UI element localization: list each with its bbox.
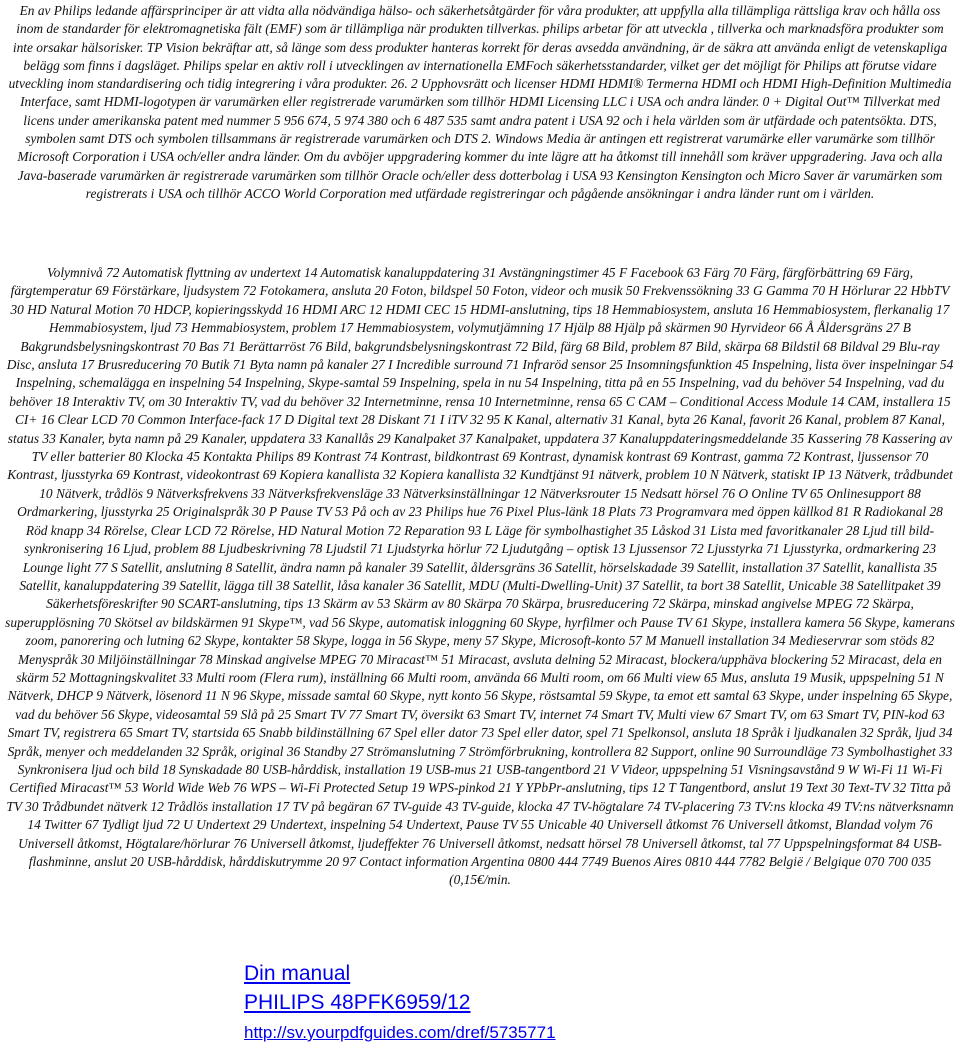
manual-links bbox=[244, 960, 556, 1048]
manual-link[interactable]: Din manual bbox=[244, 962, 351, 985]
index-paragraph: Volymnivå 72 Automatisk flyttning av undertext 14 Automatisk kanaluppdatering 31 Avstängningstimer 45 F Facebook 63 Färg 70 Färg, färgförbättring 69 Färg, färgtemperatur 69 Förstärkare, ljudsystem 72 Fotokamera, ansluta 20 Foton, bildspel 50 Foton, videor och musik 50 Frekvenssökning 33 G Gamma 70 H Hörlurar 22 HbbTV 30 HD Natural Motion 70 HDCP, kopieringsskydd 16 HDMI ARC 12 HDMI CEC 15 HDMI-anslutning, tips 18 Hemmabiosystem, ansluta 16 Hemmabiosystem, flerkanalig 17 Hemmabiosystem, ljud 73 Hemmabiosystem, problem 17 Hemmabiosystem, volymutjämning 17 Hjälp 88 Hjälp på skärmen 90 Hyrvideor 66 Å Åldersgräns 27 B Bakgrundsbelysningskontrast 70 Bas 71 Berättarröst 76 Bild, bakgrundsbelysningskontrast 72 Bild, färg 68 Bild, problem 87 Bild, skärpa 68 Bildstil 68 Bildval 29 Blu-ray Disc, ansluta 17 Brusreducering 70 Butik 71 Byta namn på kanaler 27 I Incredible surround 71 Infraröd sensor 25 Insomningsfunktion 45 Inspelning, lista över inspelningar 54 Inspelning, schemalägga en inspelning 54 Inspelning, Skype-samtal 59 Inspelning, spela in nu 54 Inspelning, titta på en 55 Inspelning, vad du behöver 54 Inspelning, vad du behöver 18 Interaktiv TV, om 30 Interaktiv TV, vad du behöver 32 Internetminne, rensa 10 Internetminne, rensa 65 C CAM – Conditional Access Module 14 CAM, installera 15 CI+ 16 Clear LCD 70 Common Interface-fack 17 D Digital text 28 Diskant 71 I iTV 32 95 K Kanal, alternativ 31 Kanal, byta 26 Kanal, favorit 26 Kanal, problem 87 Kanal, status 33 Kanaler, byta namn på 29 Kanaler, uppdatera 33 Kanallås 29 Kanalpaket 37 Kanalpaket, uppdatera 37 Kanaluppdateringsmeddelande 35 Kassering 78 Kassering av TV eller batterier 80 Klocka 45 Kontakta Philips 89 Kontrast 74 Kontrast, bildkontrast 69 Kontrast, dynamisk kontrast 69 Kontrast, gamma 72 Kontrast, ljussensor 70 Kontrast, ljusstyrka 69 Kontrast, videokontrast 69 Kopiera kanallista 32 Kopiera kanallista 32 Kundtjänst 91 nätverk, problem 10 N Nätverk, statiskt IP 13 Nätverk, trådbundet 10 Nätverk, trådlös 9 Nätverksfrekvens 33 Nätverksfrekvensläge 33 Nätverksinställningar 12 Nätverksrouter 15 Nedsatt hörsel 76 O Online TV 65 Onlinesupport 88 Ordmarkering, ljusstyrka 25 Originalspråk 30 P Pause TV 53 På och av 23 Philips hue 76 Pixel Plus-länk 18 Plats 73 Programvara med öppen källkod 81 R Radiokanal 28 Röd knapp 34 Rörelse, Clear LCD 72 Rörelse, HD Natural Motion 72 Reparation 93 L Läge för symbolhastighet 35 Låskod 31 Lista med favoritkanaler 28 Ljud till bild-synkronisering 16 Ljud, problem 88 Ljudbeskrivning 78 Ljudstil 71 Ljudstyrka hörlur 72 Ljudutgång – optisk 13 Ljussensor 72 Ljusstyrka 71 Ljusstyrka, ordmarkering 23 Lounge light 77 S Satellit, anslutning 8 Satellit, ändra namn på kanaler 39 Satellit, åldersgräns 36 Satellit, hörselskadade 39 Satellit, installation 37 Satellit, kanallista 35 Satellit, kanaluppdatering 39 Satellit, lägga till 38 Satellit, låsa kanaler 36 Satellit, MDU (Multi-Dwelling-Unit) 37 Satellit, ta bort 38 Satellit, Unicable 38 Satellitpaket 39 Säkerhetsföreskrifter 90 SCART-anslutning, tips 13 Skärm av 53 Skärm av 80 Skärpa 70 Skärpa, brusreducering 72 Skärpa, minskad angivelse MPEG 72 Skärpa, superupplösning 70 Skötsel av bildskärmen 91 Skype™, vad 56 Skype, automatisk inloggning 60 Skype, hyrfilmer och Pause TV 61 Skype, installera kamera 56 Skype, kamerans zoom, panorering och lutning 62 Skype, kontakter 58 Skype, logga in 56 Skype, meny 57 Skype, Microsoft-konto 57 M Manuell installation 34 Medieservrar som stöds 82 Menyspråk 30 Miljöinställningar 78 Minskad angivelse MPEG 70 Miracast™ 51 Miracast, avsluta delning 52 Miracast, blockera/upphäva blockering 52 Miracast, dela en skärm 52 Mottagningskvalitet 33 Multi room (Flera rum), inställning 66 Multi room, använda 66 Multi room, om 66 Multi view 65 Mus, ansluta 19 Musik, uppspelning 51 N Nätverk, DHCP 9 Nätverk, lösenord 11 N 96 Skype, missade samtal 60 Skype, nytt konto 56 Skype, röstsamtal 59 Skype, ta emot ett samtal 63 Skype, under inspelning 65 Skype, vad du behöver 56 Skype, videosamtal 59 Slå på 25 Smart TV 77 Smart TV, översikt 63 Smart TV, internet 74 Smart TV, Multi view 67 Smart TV, om 63 Smart TV, PIN-kod 63 Smart TV, registrera 65 Smart TV, startsida 65 Snabb bildinställning 67 Spel eller dator 73 Spel eller dator, spel 71 Spelkonsol, ansluta 18 Språk i ljudkanalen 32 Språk, ljud 34 Språk, menyer och meddelanden 32 Språk, original 36 Standby 27 Strömanslutning 7 Strömförbrukning, kontrollera 82 Support, online 90 Surroundläge 73 Symbolhastighet 33 Synkronisera ljud och bild 18 Synskadade 80 USB-hårddisk, installation 19 USB-mus 21 USB-tangentbord 21 V Videor, uppspelning 51 Visningsavstånd 9 W Wi-Fi 11 Wi-Fi Certified Miracast™ 53 World Wide Web 76 WPS – Wi-Fi Protected Setup 19 WPS-pinkod 21 Y YPbPr-anslutning, tips 12 T Tangentbord, anslut 19 Text 30 Text-TV 32 Titta på TV 30 Trådbundet nätverk 12 Trådlös installation 17 TV på begäran 67 TV-guide 43 TV-guide, klocka 47 TV-högtalare 74 TV-placering 73 TV:ns klocka 49 TV:ns nätverksnamn 14 Twitter 67 Tydligt ljud 72 U Undertext 29 Undertext, inspelning 54 Undertext, Pause TV 55 Unicable 40 Universell åtkomst 76 Universell åtkomst, Blandad volym 76 Universell åtkomst, Högtalare/hörlurar 76 Universell åtkomst, ljudeffekter 76 Universell åtkomst, nedsatt hörsel 78 Universell åtkomst, tal 77 Uppspelningsformat 84 USB-flashminne, anslut 20 USB-hårddisk, hårddiskutrymme 20 97 Contact information Argentina 0800 444 7749 Buenos Aires 0810 444 7782 België / Belgique 070 700 035 (0,15€/min. bbox=[5, 265, 955, 888]
url-link[interactable]: http://sv.yourpdfguides.com/dref/5735771 bbox=[244, 1023, 556, 1042]
intro-paragraph: En av Philips ledande affärsprinciper är att vidta alla nödvändiga hälso- och säkerhetsåtgärder för våra produkter, att uppfylla alla tillämpliga rättsliga krav och hålla oss inom de standarder för elektromagnetiska fält (EMF) som är tillämpliga när produkten tillverkas. philips arbetar för att utveckla , tillverka och marknadsföra produkter som inte orsakar hälsorisker. TP Vision bekräftar att, så länge som dess produkter hanteras korrekt för deras avsedda användning, är de säkra att använda enligt de vetenskapliga belägg som finns i dagsläget. Philips spelar en aktiv roll i utvecklingen av internationella EMFoch säkerhetsstandarder, vilket ger det möjligt för Philips att förutse vidare utveckling inom standardisering och tidig integrering i våra produkter. 26. 2 Upphovsrätt och licenser HDMI HDMI® Termerna HDMI och HDMI High-Definition Multimedia Interface, samt HDMI-logotypen är varumärken eller registrerade varumärken som tillhör HDMI Licensing LLC i USA och andra länder. 0 + Digital Out™ Tillverkat med licens under amerikanska patent med nummer 5 956 674, 5 974 380 och 6 487 535 samt andra patent i USA 92 och i hela världen som är utfärdade och patentsökta. DTS, symbolen samt DTS och symbolen tillsammans är registrerade varumärken och DTS 2. Windows Media är antingen ett registrerat varumärke eller varumärke som tillhör Microsoft Corporation i USA och/eller andra länder. Om du avböjer uppgradering kommer du inte lägre att ha åtkomst till innehåll som kräver uppgradering. Java och alla Java-baserade varumärken är registrerade varumärken som tillhör Oracle och/eller dess dotterbolag i USA 93 Kensington Kensington och Micro Saver är varumärken som registrerats i USA och tillhör ACCO World Corporation med utfärdade registreringar och pågående ansökningar i andra länder runt om i världen. bbox=[8, 3, 952, 201]
model-link[interactable]: PHILIPS 48PFK6959/12 bbox=[244, 991, 471, 1014]
